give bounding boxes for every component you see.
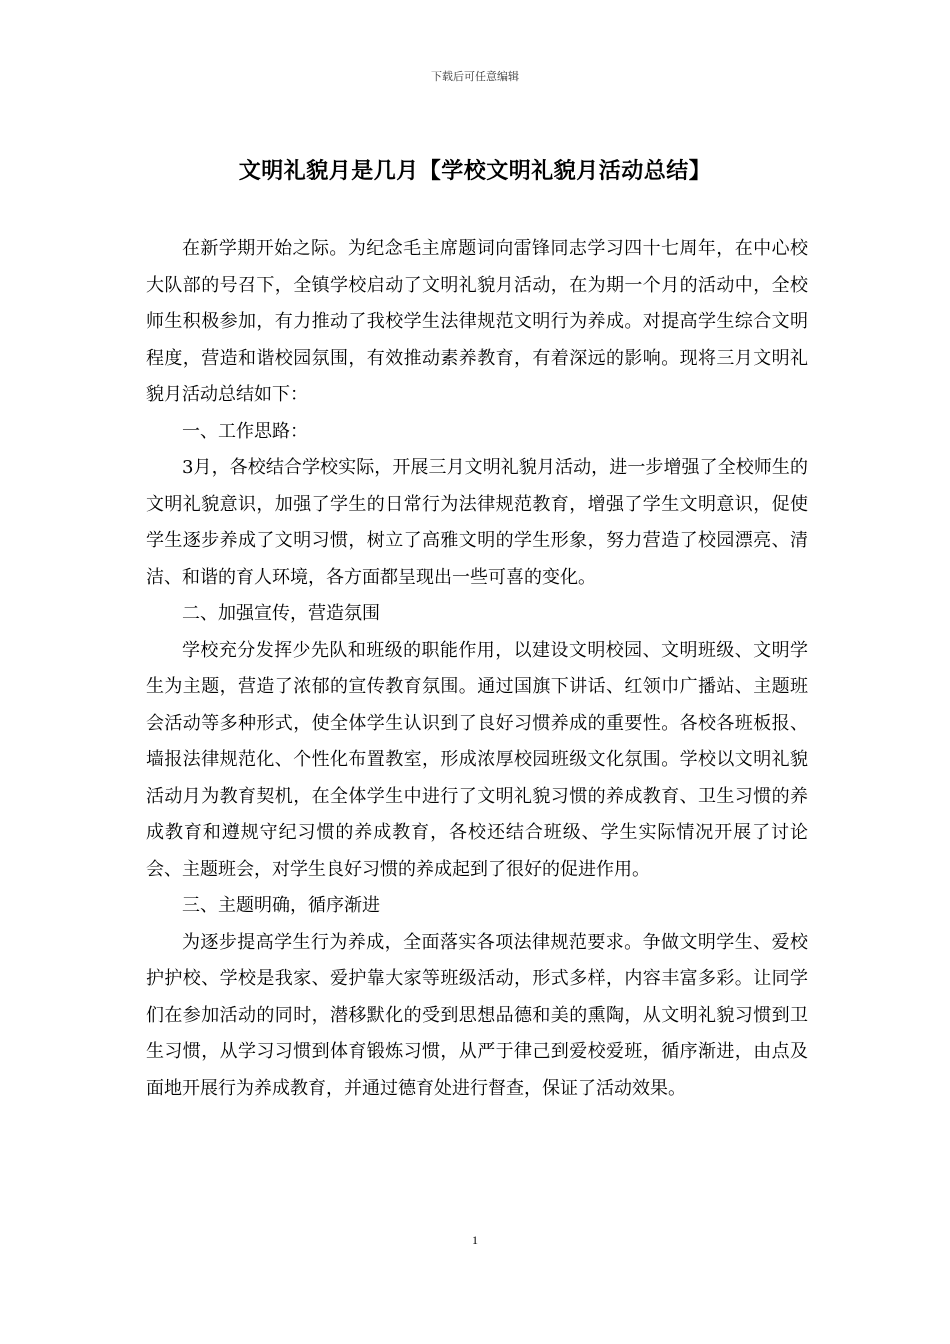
section-heading-2: 二、加强宣传，营造氛围 bbox=[182, 603, 380, 624]
section-heading-1: 一、工作思路： bbox=[182, 420, 308, 442]
section-1-paragraph: 3月，各校结合学校实际，开展三月文明礼貌月活动，进一步增强了全校师生的文明礼貌意识，加强了学生的日常行为法律规范教育，增强了学生文明意识，促使学生逐步养成了文明习惯，树立了高雅文明的学生形象，努力营造了校园漂亮、清洁、和谐的育人环境，各方面都呈现出一些可喜的变化。 bbox=[146, 457, 808, 588]
page-header: 下载后可任意编辑 bbox=[431, 70, 519, 83]
page-number: 1 bbox=[472, 1233, 478, 1247]
intro-paragraph: 在新学期开始之际。为纪念毛主席题词向雷锋同志学习四十七周年，在中心校大队部的号召下，全镇学校启动了文明礼貌月活动，在为期一个月的活动中，全校师生积极参加，有力推动了我校学生法律规范文明行为养成。对提高学生综合文明程度，营造和谐校园氛围，有效推动素养教育，有着深远的影响。现将三月文明礼貌月活动总结如下： bbox=[146, 238, 808, 405]
document-title: 文明礼貌月是几月【学校文明礼貌月活动总结】 bbox=[238, 159, 712, 184]
section-heading-3: 三、主题明确，循序渐进 bbox=[182, 895, 380, 916]
section-2-paragraph: 学校充分发挥少先队和班级的职能作用，以建设文明校园、文明班级、文明学生为主题，营造了浓郁的宣传教育氛围。通过国旗下讲话、红领巾广播站、主题班会活动等多种形式，使全体学生认识到了良好习惯养成的重要性。各校各班板报、墙报法律规范化、个性化布置教室，形成浓厚校园班级文化氛围。学校以文明礼貌活动月为教育契机，在全体学生中进行了文明礼貌习惯的养成教育、卫生习惯的养成教育和遵规守纪习惯的养成教育，各校还结合班级、学生实际情况开展了讨论会、主题班会，对学生良好习惯的养成起到了很好的促进作用。 bbox=[146, 639, 808, 880]
document-body bbox=[146, 231, 808, 1107]
section-3-paragraph: 为逐步提高学生行为养成，全面落实各项法律规范要求。争做文明学生、爱校护护校、学校是我家、爱护靠大家等班级活动，形式多样，内容丰富多彩。让同学们在参加活动的同时，潜移默化的受到思想品德和美的熏陶，从文明礼貌习惯到卫生习惯，从学习习惯到体育锻炼习惯，从严于律己到爱校爱班，循序渐进，由点及面地开展行为养成教育，并通过德育处进行督查，保证了活动效果。 bbox=[146, 931, 808, 1099]
